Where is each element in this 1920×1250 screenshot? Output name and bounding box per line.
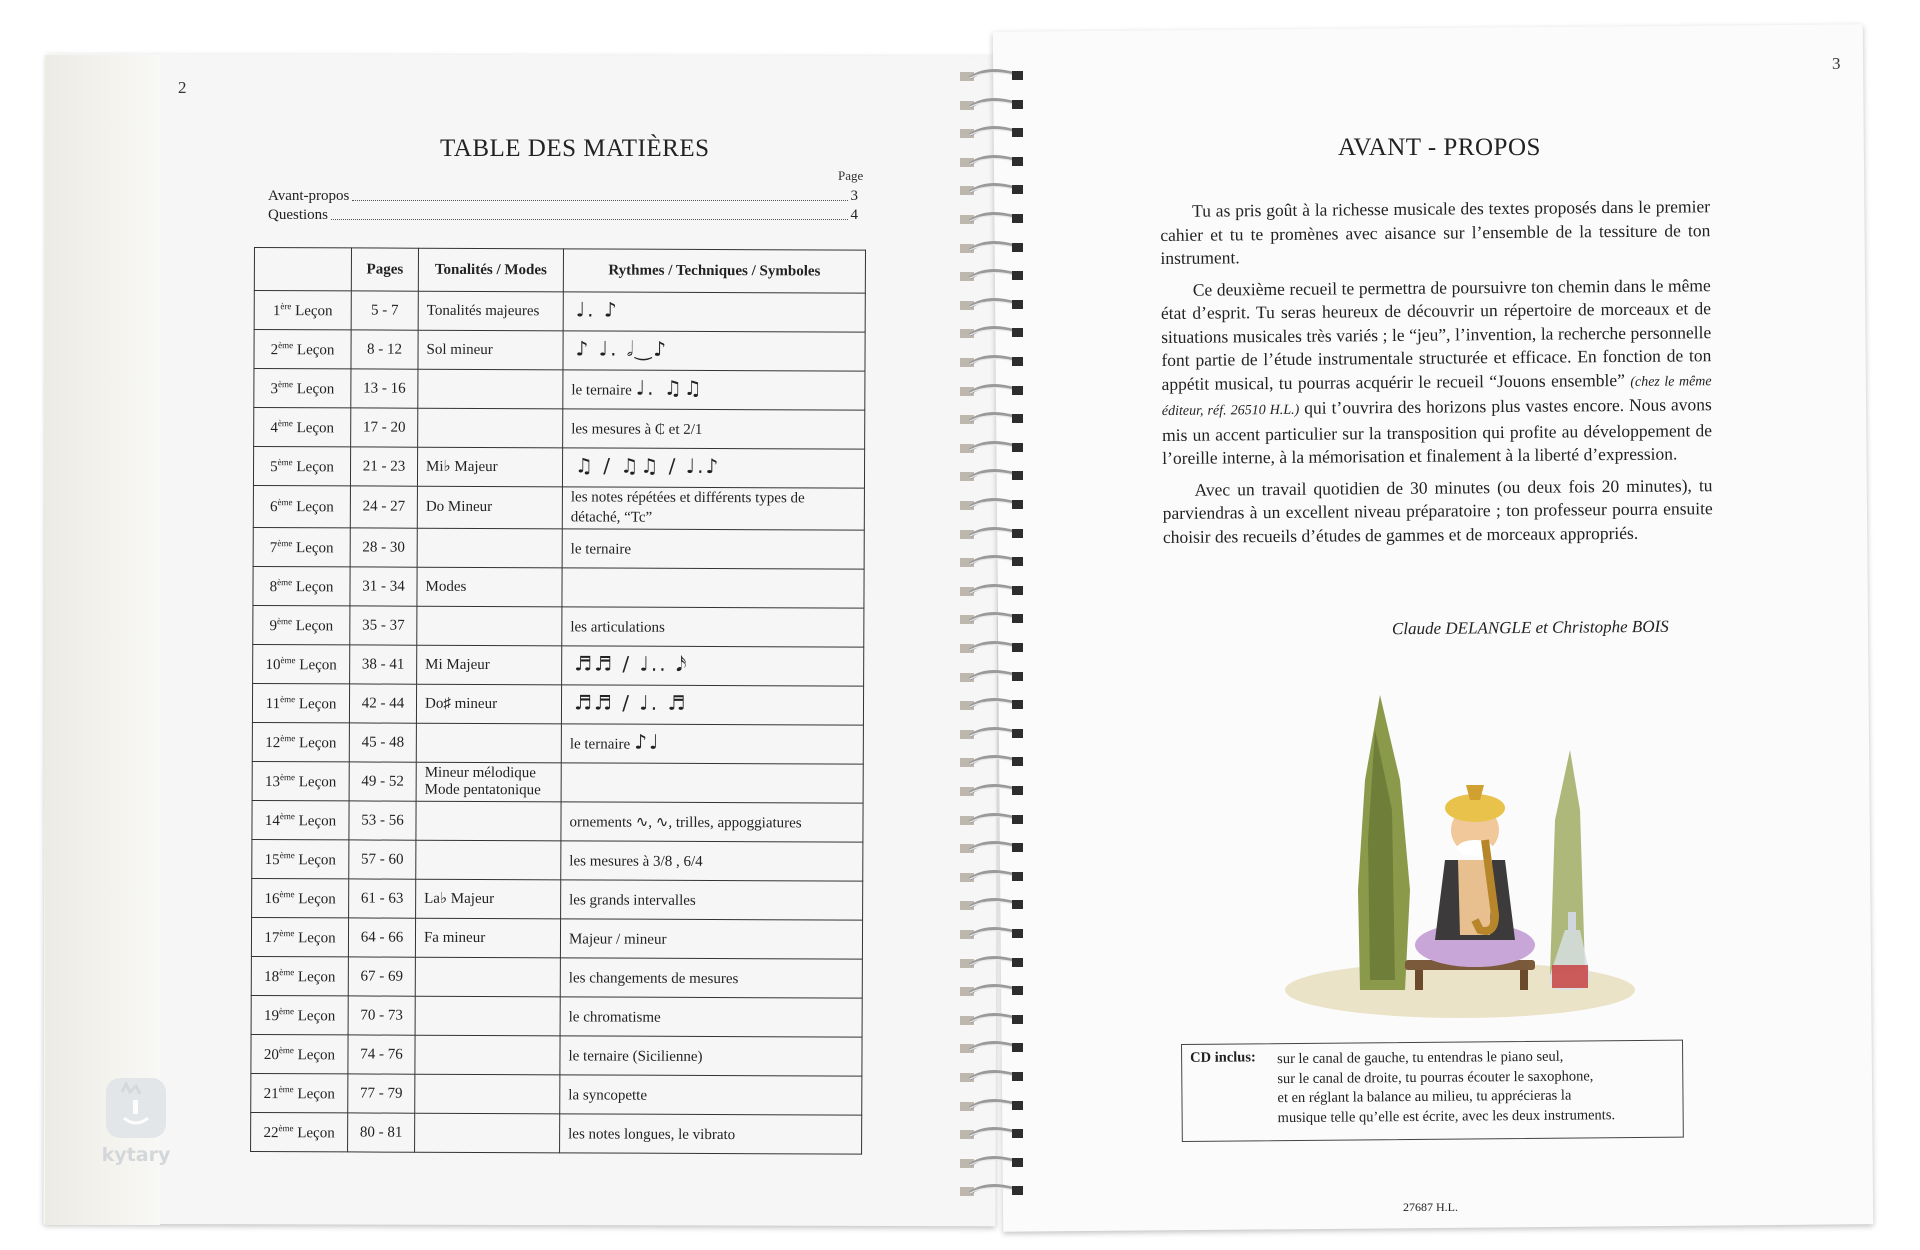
lesson-number: 13 xyxy=(265,773,281,790)
spiral-binding xyxy=(958,66,1030,1216)
table-row xyxy=(254,330,865,372)
spiral-ring xyxy=(958,810,1030,830)
spiral-ring xyxy=(958,1096,1030,1116)
lesson-suffix: ème xyxy=(280,732,296,743)
left-page-number: 2 xyxy=(178,78,187,97)
table-row xyxy=(253,485,864,530)
lesson-cell xyxy=(252,800,349,839)
lesson-word: Leçon xyxy=(296,539,334,556)
tonalite-cell xyxy=(415,996,560,1036)
tonalite-cell xyxy=(418,369,563,409)
cd-info-box xyxy=(1181,1040,1684,1142)
lessons-table-body xyxy=(251,291,866,1155)
rythme-cell xyxy=(562,607,864,647)
spiral-ring xyxy=(958,95,1030,115)
table-row xyxy=(251,1073,862,1115)
spiral-ring xyxy=(958,66,1030,86)
kytary-logo-icon xyxy=(106,1078,166,1138)
lesson-cell xyxy=(251,1073,348,1112)
lesson-word: Leçon xyxy=(296,419,335,436)
table-row xyxy=(252,800,863,842)
rythme-text: le chromatisme xyxy=(568,1009,661,1026)
rhythm-notation-icon: ♪ ♩. 𝅗𝅥‿♪ xyxy=(575,336,669,361)
lesson-suffix: ème xyxy=(277,497,293,508)
pages-cell: 8 - 12 xyxy=(351,330,418,369)
table-row xyxy=(253,566,864,608)
table-row xyxy=(252,683,863,725)
pages-cell: 45 - 48 xyxy=(349,723,416,762)
lesson-number: 22 xyxy=(263,1124,279,1141)
spiral-ring xyxy=(958,981,1030,1001)
pages-cell: 24 - 27 xyxy=(350,486,417,528)
toc-entry-page: 4 xyxy=(850,207,858,223)
tonalite-cell: Mi♭ Majeur xyxy=(417,447,562,487)
spiral-ring xyxy=(958,867,1030,887)
tonalite-cell: Fa mineur xyxy=(415,918,560,958)
table-row xyxy=(251,995,862,1037)
right-page-number: 3 xyxy=(1832,54,1841,73)
rythme-cell xyxy=(562,448,864,488)
pages-cell: 74 - 76 xyxy=(348,1035,415,1074)
rhythm-notation-icon: ♬♬ / ♩. ♬ xyxy=(573,690,688,715)
toc-entry-page: 3 xyxy=(850,188,858,204)
lesson-number: 8 xyxy=(269,578,278,595)
spiral-ring xyxy=(958,724,1030,744)
lesson-suffix: ème xyxy=(279,966,295,977)
rythme-text: les articulations xyxy=(570,619,665,636)
spiral-ring xyxy=(958,323,1030,343)
pages-cell: 67 - 69 xyxy=(348,957,415,996)
lesson-cell xyxy=(252,761,349,800)
cd-line: sur le canal de gauche, tu entendras le piano seul, xyxy=(1277,1048,1564,1068)
pages-cell: 64 - 66 xyxy=(348,918,415,957)
spiral-ring xyxy=(958,180,1030,200)
table-row xyxy=(252,839,863,881)
spiral-ring xyxy=(958,838,1030,858)
rythme-text: la syncopette xyxy=(568,1087,648,1104)
rythme-cell xyxy=(560,919,862,959)
lesson-number: 5 xyxy=(270,458,278,475)
lesson-cell xyxy=(252,878,349,917)
lesson-word: Leçon xyxy=(296,341,335,358)
toc-entry xyxy=(268,207,858,224)
table-row xyxy=(251,917,862,959)
lesson-number: 15 xyxy=(264,851,280,868)
table-row xyxy=(253,605,864,647)
rythme-text: les notes répétées et différents types de détaché, “Tc” xyxy=(570,489,805,526)
lesson-word: Leçon xyxy=(298,773,337,790)
rhythm-notation-icon: ♩. ♫♫ xyxy=(635,375,704,400)
tonalite-cell xyxy=(416,723,561,763)
tonalite-cell xyxy=(415,957,560,997)
kytary-watermark xyxy=(100,1078,172,1166)
spiral-ring xyxy=(958,381,1030,401)
toc-page-column-label: Page xyxy=(838,168,864,183)
table-row xyxy=(254,408,865,450)
paragraph-text: Ce deuxième recueil te permettra de poursuivre ton chemin dans le même état d’esprit. Tu seras heureux de découvrir un répertoire de morceaux et de situations musicales très variés ; le “jeu”, l’invention, la recherche personnelle font partie de l’étude instrumentale structurée et efficace. En fonction de ton appétit musical, tu pourras acquérir le recueil “Jouons ensemble” xyxy=(1160,274,1712,394)
lesson-number: 18 xyxy=(264,968,280,985)
lesson-suffix: ème xyxy=(280,693,296,704)
spiral-ring xyxy=(958,895,1030,915)
toc-dots xyxy=(331,219,848,220)
tonalite-cell xyxy=(417,606,562,646)
lesson-suffix: ème xyxy=(278,339,294,350)
lesson-suffix: ème xyxy=(277,456,293,467)
spiral-ring xyxy=(958,295,1030,315)
rythme-cell xyxy=(560,958,862,998)
lesson-suffix: ème xyxy=(278,1122,294,1133)
lesson-number: 14 xyxy=(264,812,280,829)
pages-cell: 28 - 30 xyxy=(350,528,417,567)
lesson-suffix: ème xyxy=(277,576,293,587)
lesson-number: 12 xyxy=(265,734,281,751)
rythme-cell xyxy=(563,331,865,371)
paragraph: Tu as pris goût à la richesse musicale des textes proposés dans le premier cahier et tu te promènes avec aisance sur l’ensemble de la tessiture de ton instrument. xyxy=(1160,196,1711,268)
lesson-cell xyxy=(253,605,350,644)
rythme-cell xyxy=(563,370,865,410)
pages-cell: 49 - 52 xyxy=(349,762,416,801)
rythme-cell xyxy=(561,724,863,764)
spiral-ring xyxy=(958,752,1030,772)
lesson-cell xyxy=(251,917,348,956)
tonalite-cell: Mi Majeur xyxy=(417,645,562,685)
rythme-text: les mesures à ₵ et 2/1 xyxy=(571,421,703,438)
pages-cell: 13 - 16 xyxy=(351,369,418,408)
spiral-ring xyxy=(958,1124,1030,1144)
toc-dots xyxy=(352,200,847,201)
spiral-ring xyxy=(958,1181,1030,1201)
lesson-number: 17 xyxy=(264,929,280,946)
table-row xyxy=(254,291,865,333)
rythme-text: le ternaire (Sicilienne) xyxy=(568,1048,703,1065)
lesson-suffix: ème xyxy=(278,1044,294,1055)
lesson-cell xyxy=(253,566,350,605)
rythme-text: les changements de mesures xyxy=(568,970,739,988)
lesson-word: Leçon xyxy=(297,968,336,985)
lesson-word: Leçon xyxy=(298,890,336,907)
lesson-word: Leçon xyxy=(296,499,334,516)
lesson-suffix: ème xyxy=(279,927,295,938)
rythme-cell xyxy=(562,568,864,608)
spiral-ring xyxy=(958,953,1030,973)
spiral-ring xyxy=(958,209,1030,229)
rhythm-notation-icon: ♬♬ / ♩.. 𝅘𝅥𝅯 xyxy=(574,651,689,676)
tonalite-cell xyxy=(416,840,561,880)
pages-cell: 35 - 37 xyxy=(350,606,417,645)
spiral-ring xyxy=(958,1038,1030,1058)
tonalite-cell xyxy=(415,1035,560,1075)
rythme-text: Majeur / mineur xyxy=(568,931,667,948)
tonalite-cell xyxy=(418,408,563,448)
lesson-number: 10 xyxy=(265,656,281,673)
rythme-cell xyxy=(561,802,863,842)
lesson-number: 19 xyxy=(263,1007,280,1024)
paragraph: Avec un travail quotidien de 30 minutes (ou deux fois 20 minutes), tu parviendras à un excellent niveau préparatoire ; ton professeur pourra ensuite choisir des recueils d’études de gammes et de morceaux appropriés. xyxy=(1162,474,1713,547)
lesson-suffix: ème xyxy=(279,888,295,899)
tonalite-cell: Do♯ mineur xyxy=(416,684,561,724)
lesson-cell xyxy=(252,722,349,761)
spiral-ring xyxy=(958,152,1030,172)
pages-cell: 42 - 44 xyxy=(349,684,416,723)
toc-entry xyxy=(268,188,858,205)
spiral-ring xyxy=(958,609,1030,629)
rythme-text: les mesures à 3/8 , 6/4 xyxy=(569,853,703,870)
rhythm-notation-icon: ♪♩ xyxy=(634,729,661,754)
spiral-ring xyxy=(958,352,1030,372)
cd-label: CD inclus: xyxy=(1190,1049,1256,1066)
lesson-suffix: ème xyxy=(276,615,293,626)
lesson-suffix: ème xyxy=(279,810,295,821)
pages-cell: 31 - 34 xyxy=(350,567,417,606)
lesson-number: 7 xyxy=(269,539,278,556)
tonalite-cell xyxy=(417,528,562,568)
table-row xyxy=(251,1112,862,1154)
spiral-ring xyxy=(958,581,1030,601)
lessons-table xyxy=(250,247,866,1155)
lesson-word: Leçon xyxy=(298,812,337,829)
rythme-cell xyxy=(561,841,863,881)
cd-text xyxy=(1277,1047,1678,1128)
lesson-suffix: ème xyxy=(278,378,294,389)
table-row xyxy=(252,878,863,920)
table-header-rythmes: Rythmes / Techniques / Symboles xyxy=(563,249,865,293)
spiral-ring xyxy=(958,924,1030,944)
tonalite-cell xyxy=(416,801,561,841)
paragraph-reference: (chez le même éditeur, réf. 26510 H.L.) xyxy=(1161,373,1712,419)
cd-line: musique telle qu’elle est écrite, avec les deux instruments. xyxy=(1277,1106,1616,1126)
lesson-cell xyxy=(253,644,350,683)
lesson-cell xyxy=(253,527,350,566)
lesson-number: 20 xyxy=(263,1046,279,1063)
pages-cell: 5 - 7 xyxy=(351,291,418,330)
lesson-number: 16 xyxy=(264,890,280,907)
saxophone-player-illustration xyxy=(1280,690,1640,1020)
spiral-ring xyxy=(958,667,1030,687)
spiral-ring xyxy=(958,238,1030,258)
table-row xyxy=(254,369,865,411)
lesson-cell xyxy=(251,1034,348,1073)
spiral-ring xyxy=(958,524,1030,544)
tonalite-cell: Sol mineur xyxy=(418,330,563,370)
toc-entry-label: Questions xyxy=(268,207,328,223)
rythme-text: ornements ∿, ∿, trilles, appoggiatures xyxy=(569,814,802,832)
lesson-word: Leçon xyxy=(298,851,336,868)
lesson-cell xyxy=(254,408,351,447)
lesson-number: 9 xyxy=(269,617,278,634)
table-row xyxy=(252,722,863,764)
spiral-ring xyxy=(958,123,1030,143)
lesson-number: 21 xyxy=(263,1085,279,1102)
tonalite-cell xyxy=(415,1074,560,1114)
lesson-word: Leçon xyxy=(295,578,334,595)
table-row xyxy=(253,447,864,489)
lesson-cell xyxy=(251,956,348,995)
rythme-cell xyxy=(560,997,862,1037)
rythme-cell xyxy=(560,1114,862,1154)
cd-line: sur le canal de droite, tu pourras écouter le saxophone, xyxy=(1277,1067,1594,1087)
table-row xyxy=(251,956,862,998)
tonalite-cell: Mineur mélodique Mode pentatonique xyxy=(416,762,561,802)
lesson-number: 2 xyxy=(270,341,279,358)
lesson-number: 4 xyxy=(270,419,278,436)
lesson-word: Leçon xyxy=(296,458,334,475)
rythme-text: le ternaire xyxy=(570,541,632,558)
pages-cell: 77 - 79 xyxy=(348,1074,415,1113)
lesson-suffix: ème xyxy=(277,417,293,428)
table-header-tonalites: Tonalités / Modes xyxy=(418,248,563,292)
lesson-word: Leçon xyxy=(299,656,337,673)
pages-cell: 53 - 56 xyxy=(349,801,416,840)
lesson-number: 3 xyxy=(270,380,279,397)
table-header-lesson xyxy=(254,248,351,291)
lesson-word: Leçon xyxy=(297,1085,335,1102)
rhythm-notation-icon: ♫ / ♫♫ / ♩.♪ xyxy=(574,453,721,479)
lesson-cell xyxy=(253,447,350,486)
rythme-cell xyxy=(561,880,863,920)
lesson-cell xyxy=(253,485,350,527)
rythme-cell xyxy=(562,646,864,686)
pages-cell: 70 - 73 xyxy=(348,996,415,1035)
lesson-suffix: ème xyxy=(279,1005,295,1016)
lesson-cell xyxy=(251,1112,348,1151)
spiral-ring xyxy=(958,695,1030,715)
lesson-word: Leçon xyxy=(298,734,337,751)
paragraph xyxy=(1161,274,1713,471)
spiral-ring xyxy=(958,781,1030,801)
toc-title: TABLE DES MATIÈRES xyxy=(440,135,710,162)
lesson-cell xyxy=(254,330,351,369)
lesson-word: Leçon xyxy=(295,617,334,634)
publisher-reference: 27687 H.L. xyxy=(1403,1200,1458,1214)
table-row xyxy=(252,761,863,803)
spiral-ring xyxy=(958,266,1030,286)
lesson-word: Leçon xyxy=(298,695,337,712)
table-row xyxy=(251,1034,862,1076)
lesson-cell xyxy=(252,839,349,878)
lesson-suffix: ème xyxy=(280,654,296,665)
rythme-cell xyxy=(562,529,864,569)
rythme-text: les notes longues, le vibrato xyxy=(568,1126,736,1144)
pages-cell: 61 - 63 xyxy=(349,879,416,918)
lesson-number: 11 xyxy=(265,695,281,712)
rythme-cell xyxy=(562,487,864,530)
rythme-cell xyxy=(563,292,865,332)
pages-cell: 57 - 60 xyxy=(349,840,416,879)
spiral-ring xyxy=(958,1153,1030,1173)
lesson-word: Leçon xyxy=(295,302,333,319)
lesson-cell xyxy=(252,683,349,722)
rythme-text: les grands intervalles xyxy=(569,892,696,909)
lesson-word: Leçon xyxy=(297,1046,336,1063)
toc-entry-label: Avant-propos xyxy=(268,188,350,204)
rythme-text: le ternaire xyxy=(569,736,631,753)
lesson-number: 1 xyxy=(272,302,281,319)
spiral-ring xyxy=(958,409,1030,429)
rythme-cell xyxy=(560,1075,862,1115)
spiral-ring xyxy=(958,1067,1030,1087)
rythme-cell xyxy=(561,685,863,725)
tonalite-cell xyxy=(415,1113,560,1153)
spiral-ring xyxy=(958,466,1030,486)
lesson-suffix: ème xyxy=(277,537,293,548)
lesson-word: Leçon xyxy=(297,1124,335,1141)
tonalite-cell: La♭ Majeur xyxy=(416,879,561,919)
lesson-number: 6 xyxy=(269,499,278,516)
authors-signature: Claude DELANGLE et Christophe BOIS xyxy=(1391,616,1669,639)
rhythm-notation-icon: ♩. ♪ xyxy=(575,297,619,322)
avant-propos-body xyxy=(1160,195,1713,557)
tonalite-cell: Do Mineur xyxy=(417,486,562,529)
table-header-pages: Pages xyxy=(351,248,418,291)
tonalite-cell: Tonalités majeures xyxy=(418,291,563,331)
lesson-cell xyxy=(254,291,351,330)
lesson-suffix: ème xyxy=(280,771,296,782)
lesson-suffix: ème xyxy=(278,1083,294,1094)
spiral-ring xyxy=(958,1010,1030,1030)
avant-propos-title: AVANT - PROPOS xyxy=(1338,134,1541,161)
lesson-word: Leçon xyxy=(298,929,336,946)
spiral-ring xyxy=(958,495,1030,515)
table-header-row xyxy=(254,248,865,294)
rythme-cell xyxy=(561,763,863,803)
cd-line: et en réglant la balance au milieu, tu apprécieras la xyxy=(1277,1087,1572,1107)
left-page-edge xyxy=(45,55,160,1225)
rythme-cell xyxy=(560,1036,862,1076)
lesson-word: Leçon xyxy=(296,380,335,397)
pages-cell: 80 - 81 xyxy=(348,1113,415,1152)
spiral-ring xyxy=(958,552,1030,572)
pages-cell: 38 - 41 xyxy=(350,645,417,684)
paragraph-text: qui t’ouvrira des horizons plus vastes encore. Nous avons mis un accent particulier sur la transposition qui profite au développement de l’oreille interne, à la mémorisation et finalement à la liberté d’expression. xyxy=(1161,394,1713,468)
table-row xyxy=(253,644,864,686)
lesson-suffix: ème xyxy=(279,849,295,860)
spiral-ring xyxy=(958,638,1030,658)
pages-cell: 21 - 23 xyxy=(350,447,417,486)
table-row xyxy=(253,527,864,569)
lesson-cell xyxy=(254,369,351,408)
lesson-word: Leçon xyxy=(297,1007,336,1024)
spiral-ring xyxy=(958,438,1030,458)
rythme-text: le ternaire xyxy=(571,382,632,399)
tonalite-cell: Modes xyxy=(417,567,562,607)
lesson-cell xyxy=(251,995,348,1034)
pages-cell: 17 - 20 xyxy=(351,408,418,447)
lesson-suffix: ère xyxy=(280,300,292,311)
rythme-cell xyxy=(563,409,865,449)
watermark-text: kytary xyxy=(101,1144,171,1166)
